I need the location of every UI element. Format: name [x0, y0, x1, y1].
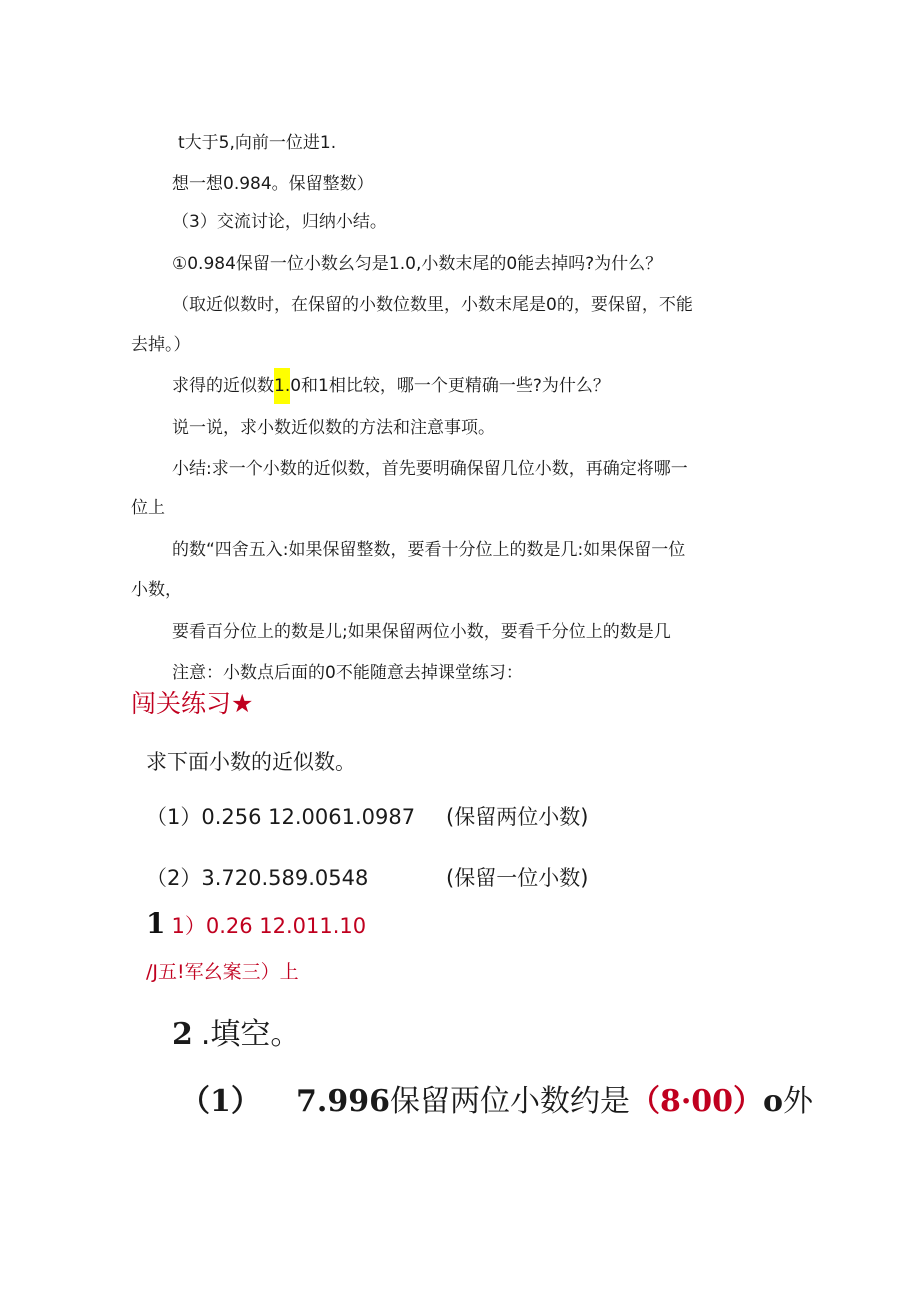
step-line: （3）交流讨论，归纳小结。 [172, 212, 387, 232]
answer-1-line-a: （取近似数时，在保留的小数位数里，小数末尾是0的，要保留，不能 [172, 295, 693, 315]
summary-line-d: 小数， [131, 580, 182, 600]
fill-item-body [296, 1083, 813, 1121]
answer-line-2: ∕J五!军幺案三）上 [146, 961, 299, 983]
item-1-numbers: （1）0.256 12.0061.0987 [146, 805, 416, 829]
summary-line-c: 的数“四舍五入:如果保留整数，要看十分位上的数是几:如果保留一位 [172, 540, 686, 560]
item-2-numbers: （2）3.720.589.0548 [146, 866, 369, 890]
answer-values: 1）0.26 12.011.10 [171, 914, 367, 938]
exercise-item-2 [146, 864, 368, 892]
exercise-prompt: 求下面小数的近似数。 [146, 750, 356, 774]
answer-line-1 [146, 907, 367, 940]
fill-item-tail: 外 [783, 1084, 814, 1119]
answer-1-line-b: 去掉。） [131, 335, 191, 355]
fill-heading-text: .填空。 [200, 1017, 301, 1052]
compare-pre: 求得的近似数 [172, 376, 274, 396]
exercise-item-1 [146, 803, 415, 831]
think-line: 想一想0.984。保留整数） [172, 174, 374, 194]
highlighted-text: 1. [274, 368, 290, 404]
fill-heading-number: 2 [172, 1017, 193, 1052]
fill-item-answer: （8·00） [629, 1084, 764, 1119]
say-line: 说一说，求小数近似数的方法和注意事项。 [172, 418, 495, 438]
fill-item-tail-o: o [763, 1084, 784, 1119]
compare-line [172, 374, 610, 404]
note-line: 注意：小数点后面的0不能随意去掉课堂练习： [172, 663, 523, 683]
summary-line-b: 位上 [131, 498, 165, 518]
fill-item-number: 7.996 [296, 1084, 390, 1119]
fill-item-1 [180, 1083, 261, 1121]
question-1: ①0.984保留一位小数幺匀是1.0,小数末尾的0能去掉吗?为什么？ [172, 254, 663, 274]
compare-post: 0和1相比较，哪一个更精确一些?为什么？ [290, 376, 610, 396]
fill-heading [172, 1016, 300, 1054]
fill-item-text: 保留两位小数约是 [389, 1084, 630, 1119]
item-2-requirement: (保留一位小数) [446, 866, 589, 890]
rule-line: t大于5,向前一位进1. [178, 133, 337, 153]
summary-line-e: 要看百分位上的数是儿;如果保留两位小数，要看千分位上的数是几 [172, 622, 671, 642]
summary-line-a: 小结:求一个小数的近似数，首先要明确保留几位小数，再确定将哪一 [172, 459, 688, 479]
exercise-title: 闯关练习★ [131, 689, 254, 718]
fill-item-label: （1） [180, 1084, 261, 1119]
item-1-requirement: (保留两位小数) [446, 805, 589, 829]
answer-number: 1 [146, 907, 166, 940]
